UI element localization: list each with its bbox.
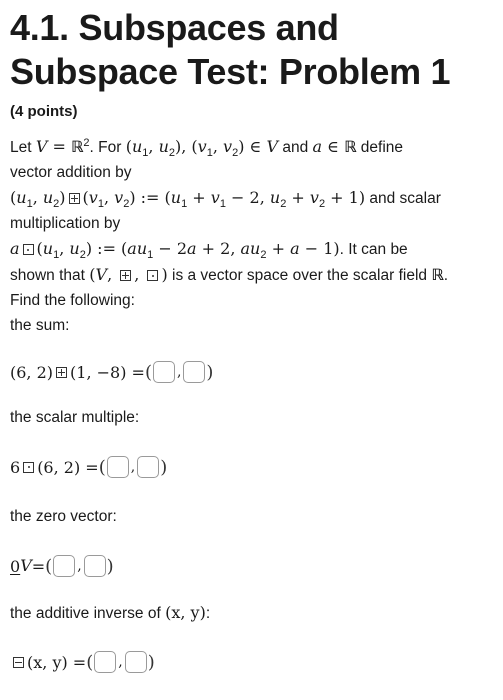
additive-inverse-equation: (x, y) = ( , ) — [10, 648, 155, 676]
statement-line-4: multiplication by — [10, 215, 121, 232]
boxplus-icon — [120, 270, 131, 281]
scalar-first-answer-input[interactable] — [107, 456, 129, 478]
zero-second-answer-input[interactable] — [84, 555, 106, 577]
sum-second-answer-input[interactable] — [183, 361, 205, 383]
scalar-multiple-equation: 6 (6, 2) = ( , ) — [10, 456, 168, 478]
title-line-1: 4.1. Subspaces and — [10, 7, 339, 48]
boxdot-icon — [23, 244, 34, 255]
scalar-multiple-label: the scalar multiple: — [10, 409, 140, 426]
sum-first-answer-input[interactable] — [153, 361, 175, 383]
problem-page — [10, 6, 498, 338]
statement-line-1: Let V = ℝ$^2$. For ($u_1$, $u_2$), ($v_1$, $v_2$) ∈ V and a ∈ ℝ define — [10, 136, 404, 160]
problem-statement — [10, 134, 498, 338]
inverse-first-answer-input[interactable] — [94, 651, 116, 673]
zero-vector-label: the zero vector: — [10, 508, 117, 525]
statement-line-3: ($u_1$, $u_2$) ($v_1$, $v_2$) := ($u_1 + v_1 - 2$, $u_2 + v_2 + 1$) and scalar — [10, 188, 441, 211]
sum-equation: (6, 2) (1, −8) = ( , ) — [10, 361, 214, 383]
boxplus-icon — [69, 193, 80, 204]
zero-first-answer-input[interactable] — [53, 555, 75, 577]
points-label: (4 points) — [10, 103, 78, 120]
boxplus-icon — [56, 367, 67, 378]
boxminus-icon — [13, 657, 24, 668]
statement-line-5: a ($u_1$, $u_2$) := ($au_1 - 2a + 2$, $au_2 + a - 1$). It can be — [10, 239, 408, 262]
statement-line-6: shown that (V, , ) is a vector space over the scalar field ℝ. — [10, 265, 449, 284]
statement-line-2: vector addition by — [10, 164, 132, 181]
statement-line-7: Find the following: — [10, 292, 135, 309]
scalar-second-answer-input[interactable] — [137, 456, 159, 478]
boxdot-icon — [147, 270, 158, 281]
zero-vector-equation: 0 V = ( , ) — [10, 555, 114, 577]
boxdot-icon — [23, 462, 34, 473]
statement-line-8: the sum: — [10, 317, 70, 334]
additive-inverse-label: the additive inverse of (x, y): — [10, 603, 211, 622]
title-line-2: Subspace Test: Problem 1 — [10, 51, 451, 92]
page-title — [10, 6, 498, 94]
inverse-second-answer-input[interactable] — [125, 651, 147, 673]
